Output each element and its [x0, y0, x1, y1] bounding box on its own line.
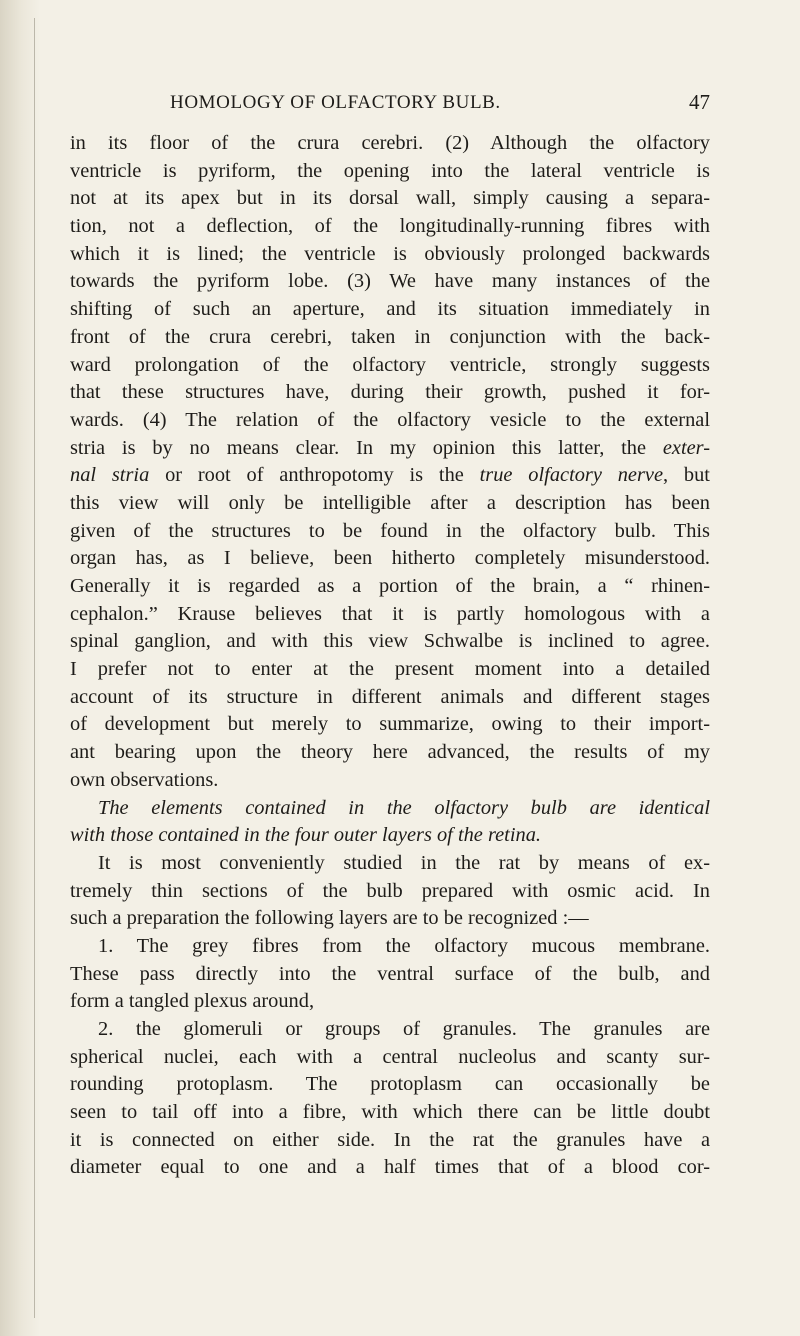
text-line — [70, 1044, 710, 1072]
text-segment: own observations. — [70, 768, 219, 791]
italic-text: with those contained in the four outer layers of the retina. — [70, 824, 542, 847]
text-line — [70, 795, 710, 823]
text-segment: in its floor of the crura cerebri. (2) Although the olfactory — [70, 132, 710, 154]
text-segment: this view will only be intelligible after a description has been — [70, 491, 710, 514]
text-line — [70, 684, 710, 712]
text-line — [70, 268, 710, 296]
text-segment: account of its structure in different animals and different stages — [70, 685, 710, 708]
text-line — [70, 628, 710, 656]
text-line — [70, 1127, 710, 1155]
text-line — [70, 158, 710, 186]
text-segment: tremely thin sections of the bulb prepared with osmic acid. In — [70, 879, 710, 902]
text-segment: diameter equal to one and a half times that of a blood cor- — [70, 1156, 710, 1179]
text-line — [70, 739, 710, 767]
text-line — [70, 435, 710, 463]
text-segment: It is most conveniently studied in the rat by means of ex- — [98, 851, 710, 874]
text-segment: such a preparation the following layers are to be recognized :— — [70, 907, 589, 930]
text-line — [70, 1154, 710, 1182]
text-line — [70, 601, 710, 629]
text-line — [70, 933, 710, 961]
text-line — [70, 822, 710, 850]
text-line — [70, 296, 710, 324]
text-line — [70, 878, 710, 906]
text-line — [70, 241, 710, 269]
page-header — [170, 92, 710, 118]
text-segment: Generally it is regarded as a portion of the brain, a “ rhinen- — [70, 575, 710, 597]
italic-text: nal stria — [70, 464, 150, 487]
text-line — [70, 656, 710, 684]
text-segment: tion, not a deflection, of the longitudinally-running fibres with — [70, 215, 710, 238]
page-number: 47 — [689, 90, 710, 114]
text-segment: rounding protoplasm. The protoplasm can occasionally be — [70, 1073, 710, 1096]
text-line — [70, 352, 710, 380]
text-segment: form a tangled plexus around, — [70, 990, 315, 1013]
text-segment: organ has, as I believe, been hitherto completely misunderstood. — [70, 547, 710, 570]
text-segment: that these structures have, during their growth, pushed it for- — [70, 381, 710, 404]
text-segment: given of the structures to be found in the olfactory bulb. This — [70, 519, 710, 542]
text-segment: which it is lined; the ventricle is obviously prolonged backwards — [70, 242, 710, 265]
text-line — [70, 905, 710, 933]
text-segment: 2. the glomeruli or groups of granules. The granules are — [98, 1018, 710, 1040]
text-line — [70, 767, 710, 795]
text-segment: ant bearing upon the theory here advanced, the results of my — [70, 741, 710, 764]
text-line — [70, 130, 710, 158]
text-line — [70, 961, 710, 989]
text-segment: I prefer not to enter at the present moment into a detailed — [70, 658, 710, 681]
text-segment: ward prolongation of the olfactory ventricle, strongly suggests — [70, 353, 710, 376]
text-segment: , but — [663, 464, 710, 487]
text-segment: it is connected on either side. In the rat the granules have a — [70, 1128, 710, 1151]
running-title: HOMOLOGY OF OLFACTORY BULB. — [170, 92, 501, 113]
text-line — [70, 988, 710, 1016]
text-segment: seen to tail off into a fibre, with which there can be little doubt — [70, 1101, 710, 1124]
text-segment: 1. The grey fibres from the olfactory mucous membrane. — [98, 934, 710, 957]
text-segment: wards. (4) The relation of the olfactory vesicle to the external — [70, 408, 710, 431]
text-segment: of development but merely to summarize, owing to their import- — [70, 713, 710, 736]
text-segment: spinal ganglion, and with this view Schwalbe is inclined to agree. — [70, 630, 710, 653]
text-line — [70, 711, 710, 739]
text-segment: cephalon.” Krause believes that it is partly homologous with a — [70, 602, 710, 625]
text-line — [70, 545, 710, 573]
text-line — [70, 490, 710, 518]
text-segment: shifting of such an aperture, and its situation immediately in — [70, 298, 710, 321]
text-line — [70, 462, 710, 490]
text-line — [70, 407, 710, 435]
text-segment: towards the pyriform lobe. (3) We have many instances of the — [70, 270, 710, 293]
text-line — [70, 518, 710, 546]
binding-edge-line — [34, 18, 35, 1318]
text-line — [70, 1016, 710, 1044]
text-line — [70, 1099, 710, 1127]
italic-text: true olfactory nerve — [479, 464, 663, 487]
text-line — [70, 1071, 710, 1099]
body-text — [70, 130, 710, 1182]
text-line — [70, 185, 710, 213]
text-segment: stria is by no means clear. In my opinion this latter, the — [70, 436, 663, 459]
text-segment: or root of anthropotomy is the — [149, 464, 480, 487]
text-segment: spherical nuclei, each with a central nucleolus and scanty sur- — [70, 1045, 710, 1068]
text-segment: ventricle is pyriform, the opening into the lateral ventricle is — [70, 159, 710, 182]
italic-text: The elements contained in the olfactory bulb are identical — [98, 796, 710, 819]
text-line — [70, 213, 710, 241]
text-line — [70, 324, 710, 352]
text-line — [70, 379, 710, 407]
text-segment: These pass directly into the ventral surface of the bulb, and — [70, 962, 710, 985]
text-line — [70, 850, 710, 878]
text-segment: not at its apex but in its dorsal wall, simply causing a separa- — [70, 187, 710, 210]
text-segment: front of the crura cerebri, taken in conjunction with the back- — [70, 325, 710, 348]
italic-text: exter- — [662, 436, 710, 459]
text-line — [70, 573, 710, 601]
